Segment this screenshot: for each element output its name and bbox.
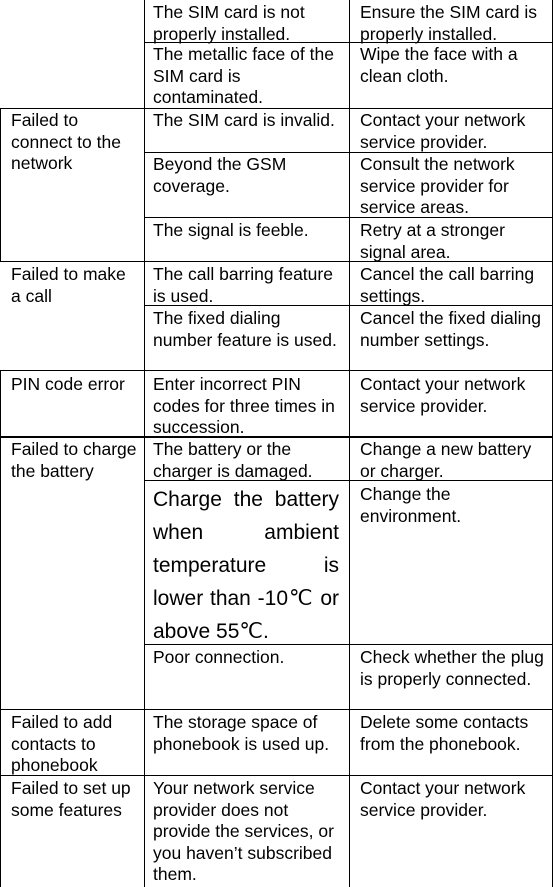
table-divider [144, 0, 145, 887]
cause-cell: The signal is feeble. [153, 220, 309, 240]
solution-cell: Contact your network service provider. [360, 778, 526, 820]
table-divider [0, 108, 1, 261]
problem-cell: Failed to charge the battery [11, 439, 137, 481]
cause-cell: The storage space of phonebook is used up. [153, 712, 330, 754]
table-divider [0, 709, 553, 710]
cause-cell: Your network service provider does not provide the services, or you haven’t subscribed them. [153, 778, 334, 884]
cause-cell: The metallic face of the SIM card is contaminated. [153, 44, 334, 107]
cause-cell: The SIM card is invalid. [153, 110, 335, 130]
table-divider [0, 370, 553, 371]
solution-cell: Contact your network service provider. [360, 110, 526, 152]
solution-cell: Delete some contacts from the phonebook. [360, 712, 529, 754]
solution-cell: Retry at a stronger signal area. [360, 220, 505, 262]
problem-cell: Failed to set up some features [11, 778, 131, 820]
cause-cell: The fixed dialing number feature is used. [153, 308, 337, 350]
table-divider [349, 0, 350, 887]
cause-cell: The SIM card is not properly installed. [153, 2, 305, 44]
solution-cell: Cancel the fixed dialing number settings. [360, 308, 541, 350]
solution-cell: Cancel the call barring settings. [360, 264, 535, 306]
solution-cell: Contact your network service provider. [360, 374, 526, 416]
solution-cell: Change the environment. [360, 484, 462, 526]
cause-cell: Enter incorrect PIN codes for three times in succession. [153, 374, 335, 437]
cause-cell: Beyond the GSM coverage. [153, 154, 287, 196]
problem-cell: Failed to connect to the network [11, 110, 121, 173]
cause-cell: Poor connection. [153, 647, 285, 667]
solution-cell: Wipe the face with a clean cloth. [360, 44, 518, 86]
problem-cell: Failed to make a call [11, 264, 126, 306]
problem-cell: PIN code error [11, 374, 125, 394]
problem-cell: Failed to add contacts to phonebook [11, 712, 113, 775]
solution-cell: Check whether the plug is properly connected. [360, 647, 544, 689]
cause-cell: The call barring feature is used. [153, 264, 333, 306]
cause-cell: The battery or the charger is damaged. [153, 439, 313, 481]
cause-cell: Charge the battery when ambient temperature is lower than -10℃ or above 55℃. [153, 488, 339, 643]
table-divider [0, 370, 1, 887]
solution-cell: Ensure the SIM card is properly installed. [360, 2, 538, 44]
solution-cell: Change a new battery or charger. [360, 439, 532, 481]
solution-cell: Consult the network service provider for service areas. [360, 154, 515, 217]
